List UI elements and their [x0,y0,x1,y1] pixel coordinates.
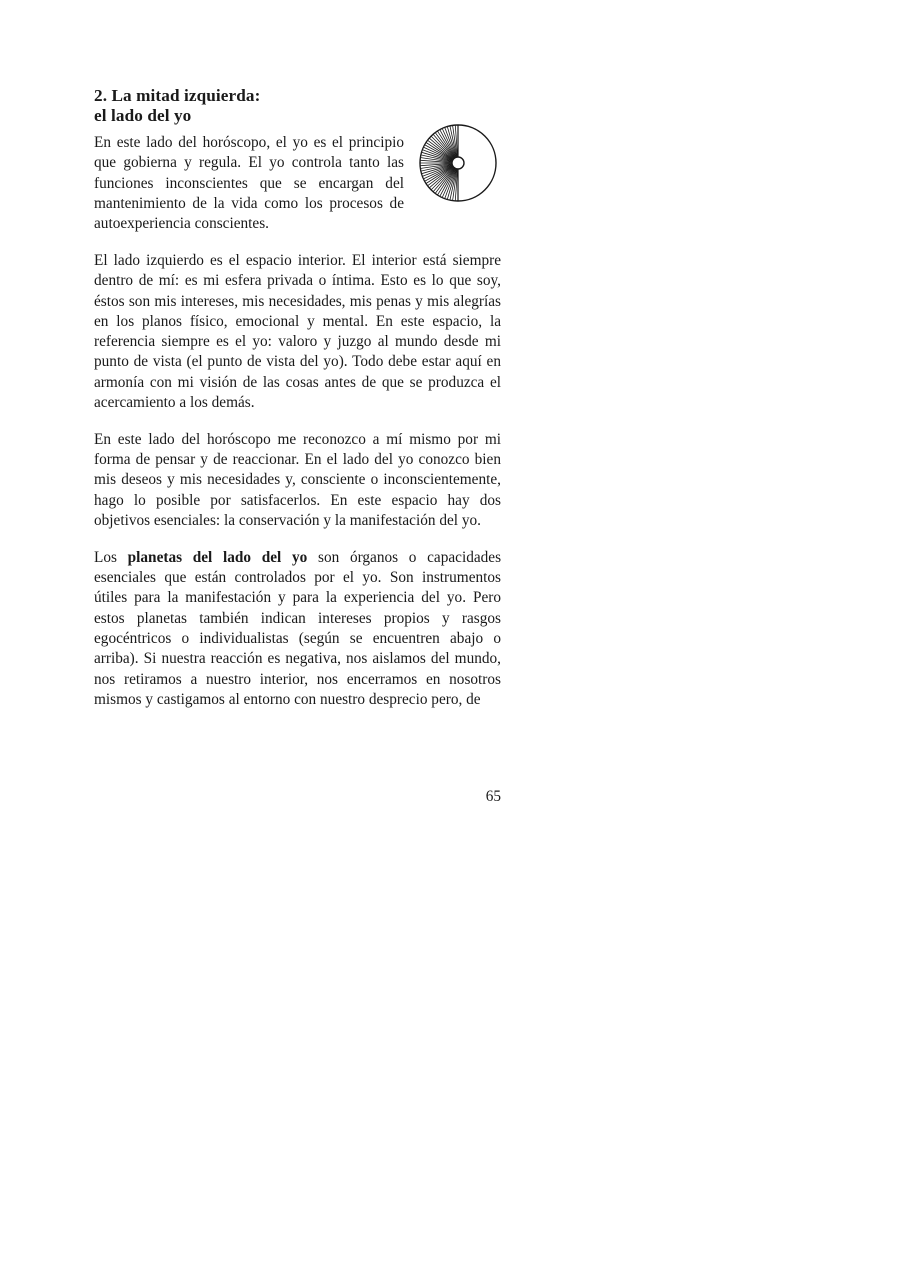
page-content [94,86,501,727]
heading-line-2: el lado del yo [94,106,192,125]
paragraph-4 [94,548,501,710]
paragraph-4-bold: planetas del lado del yo [127,548,308,566]
section-heading [94,86,501,126]
paragraph-1: En este lado del horóscopo, el yo es el principio que gobierna y regula. El yo controla tanto las funciones inconscientes que se encargan del mantenimiento de la vida como los procesos de autoexperiencia conscientes. [94,134,404,233]
heading-line-1: 2. La mitad izquierda: [94,86,261,105]
half-wheel-icon [418,123,498,211]
page-number: 65 [485,788,501,805]
paragraph-4-start: Los [94,548,128,566]
paragraph-3: En este lado del horóscopo me reconozco a mí mismo por mi forma de pensar y de reaccionar. En el lado del yo conozco bien mis deseos y mis necesidades y, consciente o inconscientemente, hago lo posible por satisfacerlos. En este espacio hay dos objetivos esenciales: la conservación y la manifestación del yo. [94,430,501,530]
paragraph-2: El lado izquierdo es el espacio interior. El interior está siempre dentro de mí: es mi esfera privada o íntima. Esto es lo que soy, éstos son mis intereses, mis necesidades, mis penas y mis alegrías en los planos físico, emocional y mental. En este espacio, la referencia siempre es el yo: valoro y juzgo al mundo desde mi punto de vista (el punto de vista del yo). Todo debe estar aquí en armonía con mi visión de las cosas antes de que se produzca el acercamiento a los demás. [94,251,501,412]
paragraph-4-rest: son órganos o capacidades esenciales que están controlados por el yo. Son instrumentos útiles para la manifestación y para la experiencia del yo. Pero estos planetas también indican intereses propios y rasgos egocéntricos o individualistas (según se encuentren abajo o arriba). Si nuestra reacción es negativa, nos aislamos del mundo, nos retiramos a nuestro interior, nos encerramos en nosotros mismos y castigamos al entorno con nuestro desprecio pero, de [94,548,502,708]
